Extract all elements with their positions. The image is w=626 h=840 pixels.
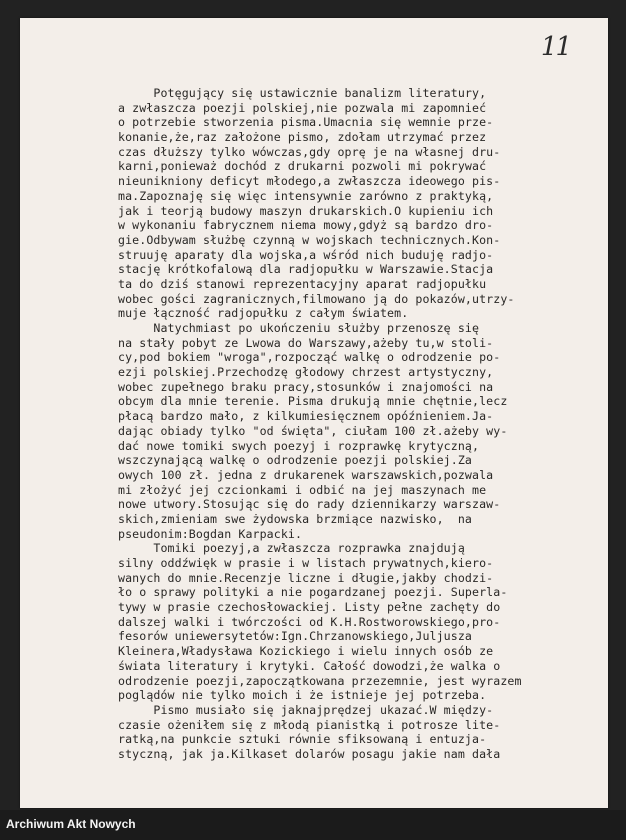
text-line: w wykonaniu fabrycznem niema mowy,gdyż są bardzo dro- [118,218,494,233]
text-line: owych 100 zł. jedna z drukarenek warszawskich,pozwala [118,467,494,482]
text-line: czas dłuższy tylko wówczas,gdy oprę je na własnej dru- [118,144,501,159]
text-line: dać nowe tomiki swych poezyj i rozprawkę krytyczną, [118,438,480,453]
text-line: dalszej walki i twórczości od K.H.Rostworowskiego,pro- [118,614,501,629]
text-line: o potrzebie stworzenia pisma.Umacnia się wemnie prze- [118,115,494,130]
text-line: wobec zupełnego braku pracy,stosunków i znajomości na [118,379,494,394]
text-line: stację krótkofalową dla radjopułku w Warszawie.Stacja [118,262,494,277]
text-line: świata literatury i krytyki. Całość dowodzi,że walka o [118,658,501,673]
text-line: wanych do mnie.Recenzje liczne i długie,jakby chodzi- [118,570,494,585]
archive-footer-bar [0,810,626,840]
text-line: gie.Odbywam służbę czynną w wojskach technicznych.Kon- [118,232,501,247]
page-number: 11 [540,32,570,62]
text-line: Kleinera,Władysława Kozickiego i wielu innych osób ze [118,644,494,659]
text-line: dając obiady tylko "od święta", ciułam 100 zł.ażeby wy- [118,423,508,438]
text-line: tywy w prasie czechosłowackiej. Listy pełne zachęty do [118,600,501,615]
text-line: ło o sprawy polityki a nie pogardzanej poezji. Superla- [118,585,508,600]
text-line: Potęgujący się ustawicznie banalizm literatury, [118,86,487,100]
text-line: nieuniknionу deficyt młodego,a zwłaszcza ideowego pis- [118,174,501,189]
text-line: styczną, jak ja.Kilkaset dolarów posagu jakie nam dała [118,746,501,761]
text-line: wszczynającą walkę o odrodzenie poezji polskiej.Za [118,453,473,468]
text-line: obcym dla mnie terenie. Pisma drukują mnie chętnie,lecz [118,394,508,409]
text-line: pseudonim:Bogdan Karpacki. [118,526,303,541]
text-line: mi złożyć jej czcionkami i odbić na jej maszynach me [118,482,487,497]
archive-label: Archiwum Akt Nowych [6,817,136,831]
text-line: jak i teorją budowy maszyn drukarskich.O kupieniu ich [118,203,494,218]
text-line: Pismo musiało się jaknajprędzej ukazać.W między- [118,702,494,717]
text-line: nowe utwory.Stosując się do rady dziennikarzy warszaw- [118,497,501,512]
text-line: struuję aparaty dla wojska,a wśród nich buduję radjo- [118,247,494,262]
text-line: Natychmiast po ukończeniu służby przenoszę się [118,321,480,335]
text-line: fesorów uniewersytetów:Ign.Chrzanowskiego,Juljusza [118,629,473,644]
text-line: na stały pobyt ze Lwowa do Warszawy,ażeby tu,w stoli- [118,335,494,350]
text-line: skich,zmieniam swe żydowska brzmiące nazwisko, na [118,511,473,526]
text-line: cy,pod bokiem "wroga",rozpocząć walkę o odrodzenie po- [118,350,501,365]
text-line: ma.Zapoznaję się więc intensywnie zarówno z praktyką, [118,188,494,203]
text-line: ezji polskiej.Przechodzę głodowy chrzest artystyczny, [118,365,494,380]
text-line: a zwłaszcza poezji polskiej,nie pozwala mi zapomnieć [118,100,487,115]
text-line: odrodzenie poezji,zapoczątkowana przezemnie, jest wyrazem [118,673,522,688]
text-line: Tomiki poezyj,a zwłaszcza rozprawka znajdują [118,541,465,556]
text-line: poglądów nie tylko moich i że istnieje jej potrzeba. [118,688,487,703]
text-line: muje łączność radjopułku z całym światem. [118,306,409,321]
typed-page [20,18,608,808]
text-line: konanie,że,raz założone pismo, zdołam utrzymać przez [118,130,487,145]
text-line: silny oddźwięk w prasie i w listach prywatnych,kiero- [118,556,494,570]
text-line: ta do dziś stanowi reprezentacyjny aparat radjopułku [118,276,487,291]
typed-text-block [118,86,598,762]
text-line: płacą bardzo mało, z kilkumiesięcznem opóźnieniem.Ja- [118,409,494,424]
text-line: wobec gości zagranicznych,filmowano ją do pokazów,utrzy- [118,291,515,306]
text-line: karni,ponieważ dochód z drukarni pozwoli mi pokrywać [118,159,487,174]
text-line: ratką,na punkcie sztuki równie sfiksowaną i entuzja- [118,732,487,747]
text-line: czasie ożeniłem się z młodą pianistką i potrosze lite- [118,717,501,732]
